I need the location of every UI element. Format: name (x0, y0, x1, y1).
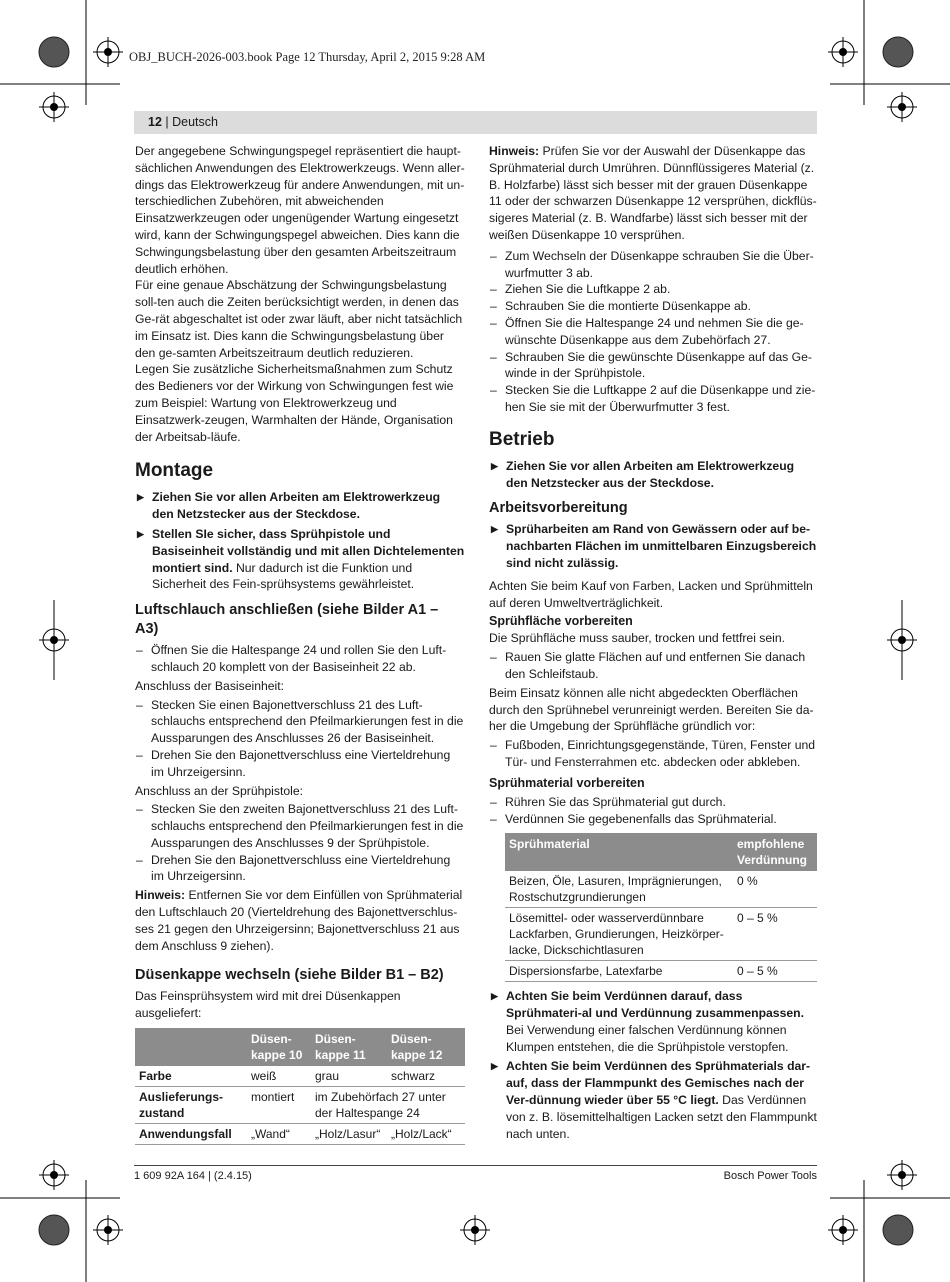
table-row (135, 1066, 465, 1087)
list-item: – Stecken Sie den zweiten Bajonettverschluss 21 des Luft-schlauchs entsprechend den Pfeilmarkierungen fest in die Aussparungen des Anschlusses 9 der Sprühpistole. (135, 801, 465, 851)
warning-item: ▶ Achten Sie beim Verdünnen darauf, dass Sprühmateri-al und Verdünnung zusammenpassen. Bei Verwendung einer falschen Verdünnung können Klumpen entstehen, die die Sprühpistole verstopfen. (489, 988, 817, 1055)
subsection-title-spruehflaeche: Sprühfläche vorbereiten (489, 614, 633, 629)
left-column (135, 143, 465, 1145)
header-language: Deutsch (172, 115, 218, 129)
table-cell: Beizen, Öle, Lasuren, Imprägnierungen, Rostschutzgrundierungen (505, 871, 733, 908)
paragraph: Beim Einsatz können alle nicht abgedeckten Oberflächen durch den Sprühnebel verunreinigt werden. Bereiten Sie da-her die Umgebung der Sprühfläche gründlich vor: (489, 685, 814, 734)
instruction-list (135, 642, 465, 676)
page-number: 12 (148, 115, 162, 129)
table-cell: grau (311, 1066, 387, 1087)
print-slug: OBJ_BUCH-2026-003.book Page 12 Thursday, April 2, 2015 9:28 AM (129, 50, 486, 64)
footer-doc-number: 1 609 92A 164 | (2.4.15) (134, 1170, 252, 1182)
list-item: – Rauen Sie glatte Flächen auf und entfernen Sie danach den Schleifstaub. (489, 649, 817, 683)
instruction-list (135, 697, 465, 781)
table-cell: montiert (247, 1087, 311, 1124)
warning-item: ▶ Ziehen Sie vor allen Arbeiten am Elektrowerkzeug den Netzstecker aus der Steckdose. (489, 458, 817, 492)
list-item: – Drehen Sie den Bajonettverschluss eine Vierteldrehung im Uhrzeigersinn. (135, 852, 465, 886)
warning-item: ▶ Ziehen Sie vor allen Arbeiten am Elektrowerkzeug den Netzstecker aus der Steckdose. (135, 489, 465, 523)
list-item: – Schrauben Sie die montierte Düsenkappe ab. (489, 298, 817, 315)
instruction-list (135, 801, 465, 885)
list-item: – Zum Wechseln der Düsenkappe schrauben Sie die Über-wurfmutter 3 ab. (489, 248, 817, 282)
table-cell: 0 – 5 % (733, 961, 817, 982)
paragraph: Legen Sie zusätzliche Sicherheitsmaßnahmen zum Schutz des Bedieners vor der Wirkung von Schwingungen fest wie zum Beispiel: Wartung von Elektrowerkzeug und Einsatzwerk-zeugen, Warmhalten der Hände, Organisation der Arbeitsab-läufe. (135, 362, 454, 444)
table-row (135, 1087, 465, 1124)
table-header-cell: Düsen-kappe 12 (387, 1028, 465, 1066)
table-header-cell: Sprühmaterial (505, 833, 733, 871)
warning-item: ▶ Stellen SIe sicher, dass Sprühpistole und Basiseinheit vollständig und mit allen Dichtelementen montiert sind. Nur dadurch ist die Funktion und Sicherheit des Fein-sprühsystems gewährleistet. (135, 526, 465, 593)
table-header-row (505, 833, 817, 871)
table-header-row (135, 1028, 465, 1066)
right-column (489, 143, 817, 1145)
list-item: – Öffnen Sie die Haltespange 24 und nehmen Sie die ge-wünschte Düsenkappe aus dem Zubehörfach 27. (489, 315, 817, 349)
paragraph: Der angegebene Schwingungspegel repräsentiert die haupt-sächlichen Anwendungen des Elektrowerkzeugs. Wenn aller-dings das Elektrowerkzeug für andere Anwendungen, mit un-terschiedlichen Zubehören, mit abweichenden Einsatzwerkzeugen oder ungenügender Wartung eingesetzt wird, kann der Schwingungspegel abweichen. Dies kann die Schwingungsbelastung über den gesamten Arbeitszeitraum deutlich erhöhen. (135, 144, 465, 276)
subsection-title-duesenkappe: Düsenkappe wechseln (siehe Bilder B1 – B2) (135, 967, 444, 984)
page-footer (134, 1165, 817, 1182)
warning-item: ▶ Sprüharbeiten am Rand von Gewässern oder auf be-nachbarten Flächen im unmittelbaren Einzugsbereich sind nicht zulässig. (489, 521, 817, 571)
note-paragraph: Hinweis: Entfernen Sie vor dem Einfüllen von Sprühmaterial den Luftschlauch 20 (Vierteldrehung des Bajonettverschlus-ses 21 gegen den Uhrzeigersinn; Bajonettverschluss 21 aus dem Anschluss 9 ziehen). (135, 888, 463, 953)
nozzle-cap-table (135, 1028, 465, 1145)
table-cell: „Holz/Lasur“ (311, 1124, 387, 1145)
page-header: 12 | Deutsch (134, 111, 817, 134)
section-title-montage: Montage (135, 460, 214, 482)
subsection-title-luftschlauch: Luftschlauch anschließen (siehe Bilder A1 – A3) (135, 602, 439, 638)
table-header-cell: empfohlene Verdünnung (733, 833, 817, 871)
table-header-cell: Düsen-kappe 10 (247, 1028, 311, 1066)
list-item: – Stecken Sie die Luftkappe 2 auf die Düsenkappe und zie-hen Sie sie mit der Überwurfmutter 3 fest. (489, 382, 817, 416)
instruction-list (489, 248, 817, 416)
table-cell: Farbe (135, 1066, 247, 1087)
instruction-list (489, 737, 817, 771)
table-cell: Lösemittel- oder wasserverdünnbare Lackfarben, Grundierungen, Heizkörper-lacke, Dickschichtlasuren (505, 908, 733, 961)
instruction-list (489, 649, 817, 683)
list-item: – Öffnen Sie die Haltespange 24 und rollen Sie den Luft-schlauch 20 komplett von der Basiseinheit 22 ab. (135, 642, 465, 676)
subsection-title-arbeitsvorbereitung: Arbeitsvorbereitung (489, 500, 628, 517)
table-cell: schwarz (387, 1066, 465, 1087)
list-item: – Schrauben Sie die gewünschte Düsenkappe auf das Ge-winde in der Sprühpistole. (489, 349, 817, 383)
table-header-cell: Düsen-kappe 11 (311, 1028, 387, 1066)
footer-brand: Bosch Power Tools (723, 1170, 817, 1182)
subsection-title-spruehmaterial: Sprühmaterial vorbereiten (489, 775, 645, 790)
thinning-table (505, 833, 817, 982)
table-cell: 0 % (733, 871, 817, 908)
section-title-betrieb: Betrieb (489, 428, 555, 450)
list-item: – Drehen Sie den Bajonettverschluss eine Vierteldrehung im Uhrzeigersinn. (135, 747, 465, 781)
instruction-list (489, 794, 817, 828)
table-row (505, 961, 817, 982)
list-item: – Verdünnen Sie gegebenenfalls das Sprühmaterial. (489, 811, 817, 828)
list-item: – Stecken Sie einen Bajonettverschluss 21 des Luft-schlauchs entsprechend den Pfeilmarkierungen fest in die Aussparungen des Anschlusses 26 der Basiseinheit. (135, 697, 465, 747)
paragraph: Das Feinsprühsystem wird mit drei Düsenkappen ausgeliefert: (135, 989, 401, 1021)
paragraph: Achten Sie beim Kauf von Farben, Lacken und Sprühmitteln auf deren Umweltverträglichkeit. (489, 578, 813, 610)
paragraph: Für eine genaue Abschätzung der Schwingungsbelastung soll-ten auch die Zeiten berücksichtigt werden, in denen das Ge-rät abgeschaltet ist oder zwar läuft, aber nicht tatsächlich im Einsatz ist. Dies kann die Schwingungsbelastung über den ge-samten Arbeitszeitraum deutlich reduzieren. (135, 278, 463, 360)
warning-item: ▶ Achten Sie beim Verdünnen des Sprühmaterials dar-auf, dass der Flammpunkt des Gemisches nach der Ver-dünnung wieder über 55 °C liegt. Das Verdünnen von z. B. lösemittelhaltigen Lacken setzt den Flammpunkt nach unten. (489, 1058, 817, 1142)
table-cell: Dispersionsfarbe, Latexfarbe (505, 961, 733, 982)
paragraph: Anschluss an der Sprühpistole: (135, 783, 304, 798)
table-row (505, 908, 817, 961)
table-cell: 0 – 5 % (733, 908, 817, 961)
list-item: – Ziehen Sie die Luftkappe 2 ab. (489, 281, 817, 298)
table-row (505, 871, 817, 908)
table-cell: Auslieferungs-zustand (135, 1087, 247, 1124)
list-item: – Fußboden, Einrichtungsgegenstände, Türen, Fenster und Tür- und Fensterrahmen etc. abdecken oder abkleben. (489, 737, 817, 771)
paragraph: Anschluss der Basiseinheit: (135, 678, 285, 693)
table-cell: im Zubehörfach 27 unter der Haltespange 24 (311, 1087, 465, 1124)
table-cell: „Holz/Lack“ (387, 1124, 465, 1145)
table-cell: Anwendungsfall (135, 1124, 247, 1145)
table-row (135, 1124, 465, 1145)
paragraph: Die Sprühfläche muss sauber, trocken und fettfrei sein. (489, 631, 786, 646)
note-paragraph: Hinweis: Prüfen Sie vor der Auswahl der Düsenkappe das Sprühmaterial durch Umrühren. Dünnflüssigeres Material (z. B. Holzfarbe) lässt sich besser mit der grauen Düsenkappe 11 oder der schwarzen Düsenkappe 12 versprühen, dickflüs-sigeres Material (z. B. Wandfarbe) lässt sich besser mit der weißen Düsenkappe 10 versprühen. (489, 144, 817, 242)
table-cell: weiß (247, 1066, 311, 1087)
table-cell: „Wand“ (247, 1124, 311, 1145)
list-item: – Rühren Sie das Sprühmaterial gut durch. (489, 794, 817, 811)
table-header-cell (135, 1028, 247, 1066)
